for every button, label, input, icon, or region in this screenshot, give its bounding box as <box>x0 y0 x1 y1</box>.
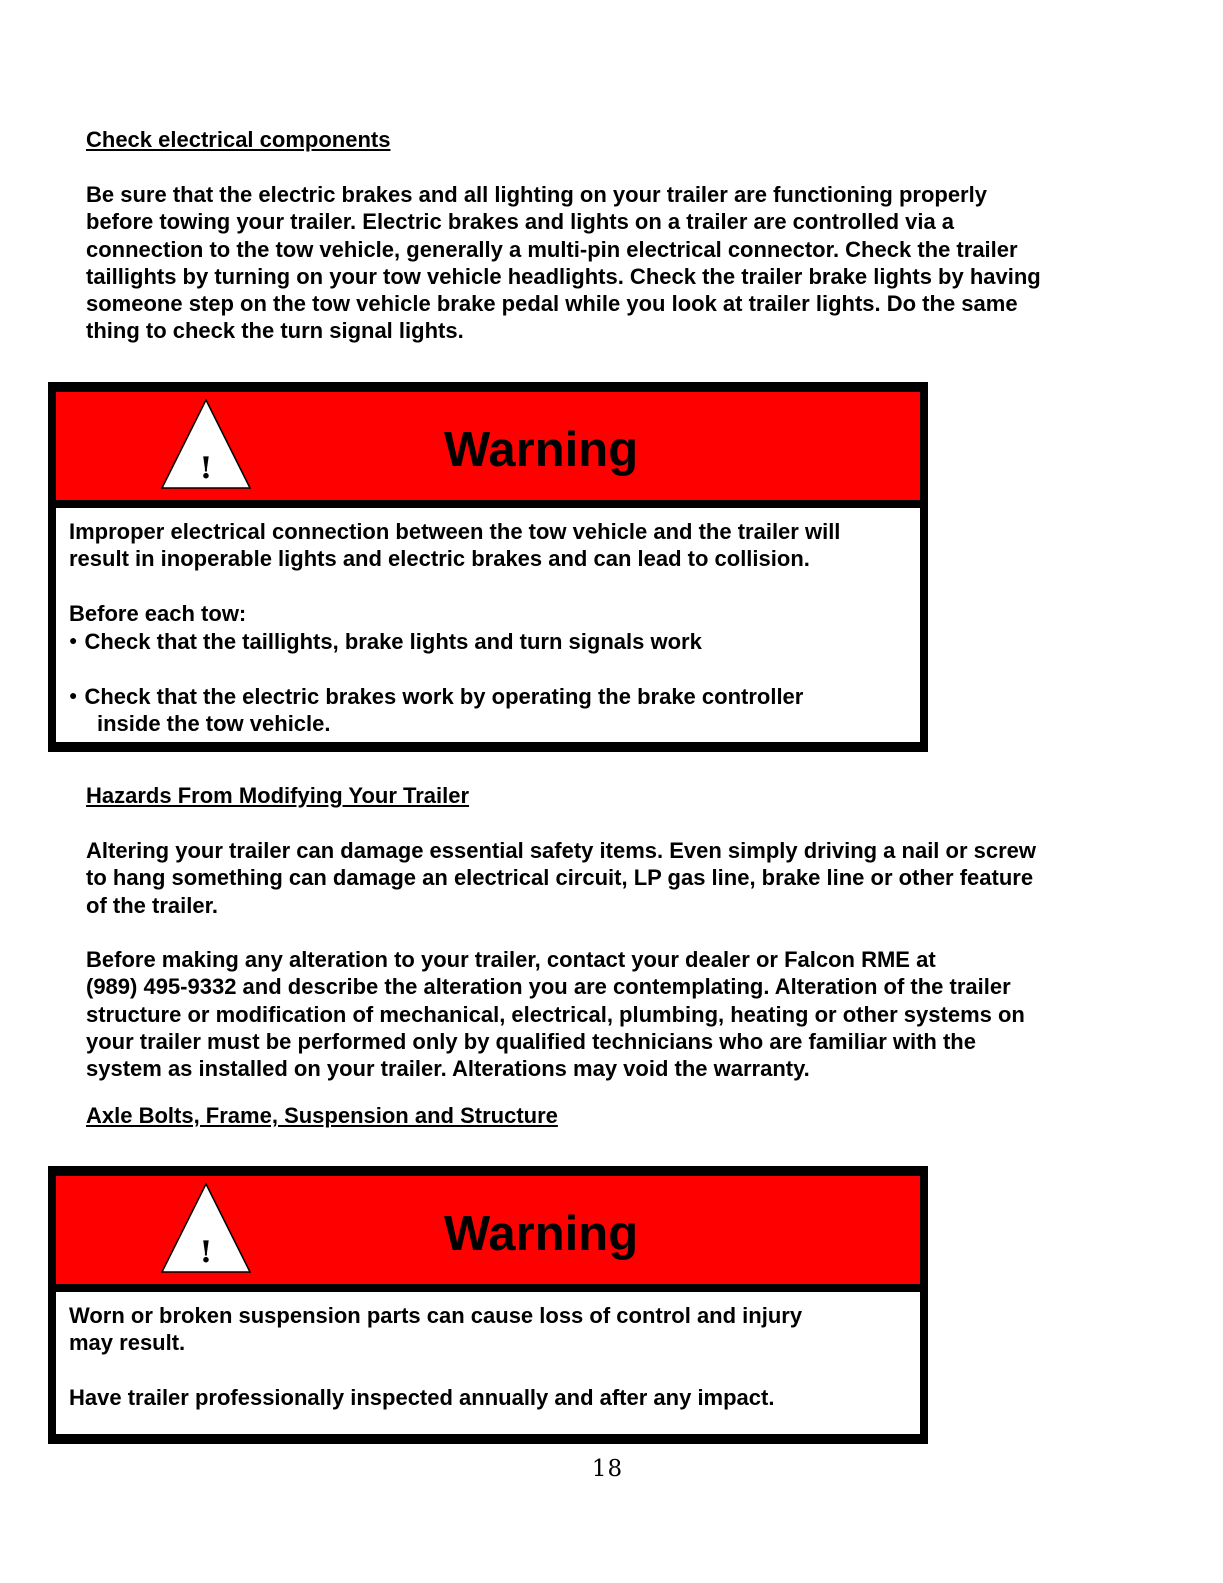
paragraph-line: Altering your trailer can damage essential safety items. Even simply driving a nail or screw <box>86 838 1037 863</box>
warning-title: Warning <box>444 1207 639 1261</box>
paragraph-line: connection to the tow vehicle, generally a multi-pin electrical connector. Check the trailer <box>86 236 1018 262</box>
warning-body-text <box>69 1302 802 1411</box>
warning-line: Have trailer professionally inspected annually and after any impact. <box>69 1384 775 1410</box>
warning-body <box>56 508 920 742</box>
warning-triangle-icon <box>160 1182 252 1274</box>
paragraph-line: to hang something can damage an electrical circuit, LP gas line, brake line or other feature <box>86 865 1034 891</box>
paragraph-line: structure or modification of mechanical, electrical, plumbing, heating or other systems on <box>86 1001 1025 1027</box>
exclamation-glyph: ! <box>199 1235 213 1270</box>
warning-header <box>56 1176 920 1284</box>
section-heading-electrical: Check electrical components <box>86 127 391 152</box>
paragraph-line: thing to check the turn signal lights. <box>86 318 464 344</box>
warning-line: may result. <box>69 1330 186 1356</box>
section-heading-axle: Axle Bolts, Frame, Suspension and Structure <box>86 1103 558 1128</box>
warning-box-electrical <box>48 382 928 752</box>
paragraph-line: your trailer must be performed only by qualified technicians who are familiar with the <box>86 1028 976 1054</box>
paragraph-line: taillights by turning on your tow vehicle headlights. Check the trailer brake lights by having <box>86 263 1041 289</box>
warning-box-suspension <box>48 1166 928 1444</box>
paragraph-line: system as installed on your trailer. Alterations may void the warranty. <box>86 1056 810 1082</box>
warning-body-text <box>69 518 840 738</box>
paragraph-line: Be sure that the electric brakes and all lighting on your trailer are functioning properly <box>86 182 987 207</box>
warning-body <box>56 1292 920 1434</box>
warning-subheading: Before each tow: <box>69 600 247 626</box>
page-number: 18 <box>591 1456 624 1482</box>
warning-header <box>56 392 920 500</box>
paragraph-line: of the trailer. <box>86 892 219 918</box>
warning-line: result in inoperable lights and electric brakes and can lead to collision. <box>69 546 810 572</box>
warning-title: Warning <box>444 423 639 477</box>
warning-line: Improper electrical connection between the tow vehicle and the trailer will <box>69 519 841 544</box>
warning-line: Worn or broken suspension parts can cause loss of control and injury <box>69 1303 803 1328</box>
bullet-continuation: inside the tow vehicle. <box>97 711 331 737</box>
section-heading-modifying: Hazards From Modifying Your Trailer <box>86 783 470 808</box>
modifying-paragraph-2 <box>86 946 1025 1082</box>
electrical-paragraph <box>86 181 1041 345</box>
modifying-paragraph-1 <box>86 837 1036 919</box>
paragraph-line: Before making any alteration to your trailer, contact your dealer or Falcon RME at <box>86 947 936 972</box>
bullet-item: ● Check that the taillights, brake lights and turn signals work <box>69 628 702 654</box>
bullet-item: ● Check that the electric brakes work by operating the brake controller <box>69 684 804 710</box>
paragraph-line: before towing your trailer. Electric brakes and lights on a trailer are controlled via a <box>86 209 955 235</box>
exclamation-glyph: ! <box>199 451 213 486</box>
paragraph-line: (989) 495-9332 and describe the alteration you are contemplating. Alteration of the trailer <box>86 974 1011 1000</box>
paragraph-line: someone step on the tow vehicle brake pedal while you look at trailer lights. Do the same <box>86 291 1018 317</box>
warning-triangle-icon <box>160 398 252 490</box>
